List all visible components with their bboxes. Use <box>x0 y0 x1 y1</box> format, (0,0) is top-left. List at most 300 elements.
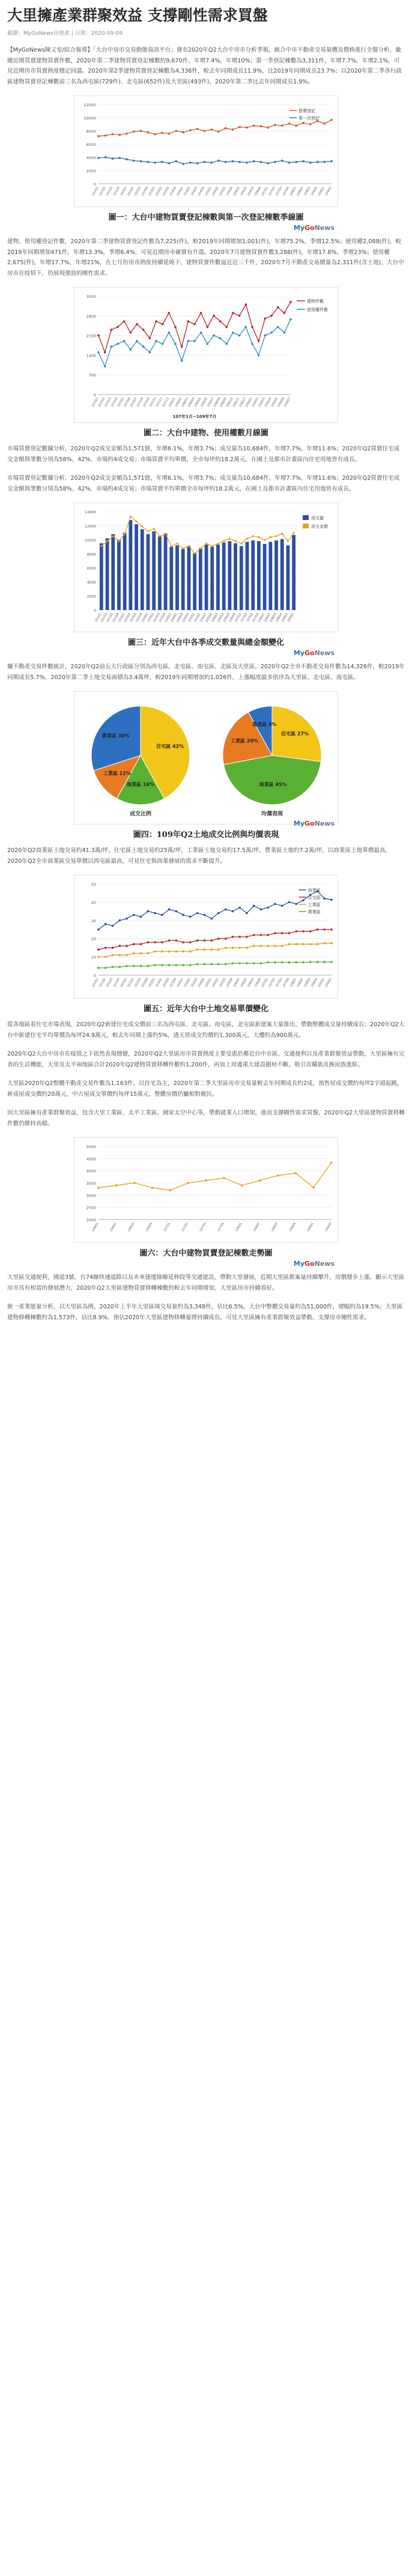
data-point <box>117 326 119 328</box>
x-tick-label: 103Q4 <box>169 186 178 197</box>
pie-slice-label: 住宅區 27% <box>280 731 309 737</box>
data-point <box>330 160 333 163</box>
x-tick-label: 108/11 <box>232 397 241 408</box>
data-point <box>288 901 291 904</box>
bar <box>216 545 220 610</box>
data-point <box>210 963 213 966</box>
x-tick-label: 102Q2 <box>123 612 132 623</box>
data-point <box>161 951 163 953</box>
figure-1-caption: 圖一：大台中建物買賣登記棟數與第一次登記棟數季線圖 <box>108 213 304 222</box>
paragraph: 大里區2020年Q2整體不動產交易件數為1,163件，以住宅為主，2020年第二季大里區房市交易量較去年同期成長約2成，預售屋成交價約每坪2字頭起跳，新成屋成交價約20萬元，中古屋成交單價約每坪15萬元，整體房價仍屬相對親民。 <box>7 1080 403 1098</box>
data-point <box>277 326 279 328</box>
data-point <box>251 326 253 328</box>
data-point <box>323 942 326 945</box>
data-point <box>199 548 201 549</box>
figure-2 <box>74 287 338 439</box>
y-tick-label: 2800 <box>86 313 96 319</box>
data-point <box>217 949 220 951</box>
x-tick-label: 108Q1 <box>234 1222 243 1233</box>
bar <box>181 549 185 610</box>
data-point <box>174 326 177 328</box>
data-point <box>287 540 289 542</box>
data-point <box>182 163 184 165</box>
x-tick-label: 108Q1 <box>257 612 266 623</box>
data-point <box>289 301 292 303</box>
data-point <box>317 961 319 963</box>
x-tick-label: 103Q2 <box>147 612 155 623</box>
data-point <box>210 162 213 164</box>
data-point <box>136 340 138 342</box>
data-point <box>245 326 247 328</box>
figure-2-caption: 圖二：大台中建物、使用權數月線圖 <box>143 429 268 438</box>
data-point <box>217 130 220 133</box>
x-tick-label: 108Q2 <box>296 186 304 197</box>
data-point <box>217 543 219 545</box>
data-point <box>223 540 225 542</box>
data-point <box>124 533 126 534</box>
paragraph: 2020年Q2大台中房市在疫情之下依然表現穩健，2020年Q2大里區房市買賣熱度主要受惠於鄰近台中市區、交通便利以及產業群聚效益帶動，大里區擁有完善的生活機能，大里及太平兩地區合計2020年Q2建物買賣移轉件數約1,200件，再加上周邊重大建設題材不斷，吸引首購族及換屋族進駐。 <box>7 1051 405 1068</box>
y-tick-label: 12000 <box>84 524 96 529</box>
data-point <box>267 127 269 129</box>
y-tick-label: 3500 <box>86 1181 96 1186</box>
data-point <box>147 161 150 163</box>
y-tick-label: 2000 <box>86 1218 96 1223</box>
data-point <box>309 961 312 963</box>
data-point <box>238 334 241 337</box>
data-point <box>140 130 142 132</box>
data-point <box>168 162 171 165</box>
x-tick-label: 104Q3 <box>190 978 199 988</box>
x-tick-label: 108/02 <box>174 397 183 408</box>
data-point <box>238 161 241 163</box>
data-point <box>126 954 128 957</box>
figure-5 <box>74 875 338 1015</box>
x-tick-label: 102Q4 <box>141 186 150 197</box>
data-point <box>267 934 269 936</box>
bar <box>135 524 138 610</box>
data-point <box>182 951 184 953</box>
data-point <box>182 941 184 943</box>
x-tick-label: 102Q1 <box>120 186 128 197</box>
data-point <box>149 337 151 339</box>
data-point <box>232 331 234 334</box>
data-point <box>182 548 184 549</box>
data-point <box>210 128 213 131</box>
data-point <box>302 160 304 163</box>
data-point <box>225 937 227 940</box>
data-point <box>270 536 271 538</box>
x-tick-label: 101Q4 <box>112 978 121 988</box>
data-point <box>133 952 135 955</box>
y-tick-label: 4000 <box>86 156 96 160</box>
data-point <box>225 947 227 949</box>
data-point <box>135 521 137 522</box>
x-tick-label: 102Q4 <box>141 978 150 988</box>
x-tick-label: 106Q3 <box>246 186 255 197</box>
pie-slice-label: 工業區 20% <box>230 738 258 744</box>
x-tick-label: 106Q3 <box>222 612 231 623</box>
x-tick-label: 103Q2 <box>155 186 163 197</box>
x-tick-label: 107/02 <box>97 397 106 408</box>
bar <box>205 545 208 610</box>
data-point <box>97 135 100 138</box>
x-tick-label: 103Q3 <box>162 978 171 988</box>
data-point <box>223 1177 225 1179</box>
data-point <box>295 1172 297 1175</box>
x-tick-label: 104Q4 <box>181 612 190 623</box>
data-point <box>141 525 143 527</box>
x-tick-label: 105Q1 <box>187 612 196 623</box>
data-point <box>283 331 286 334</box>
data-point <box>253 905 255 907</box>
x-tick-label: 107Q3 <box>274 186 283 197</box>
bar <box>246 542 249 610</box>
data-point <box>151 1187 154 1189</box>
y-tick-label: 5000 <box>86 1144 96 1149</box>
data-point <box>219 320 222 322</box>
x-tick-label: 102Q2 <box>126 186 135 197</box>
x-tick-label: 103Q2 <box>155 978 163 988</box>
data-point <box>323 928 326 931</box>
data-point <box>217 912 220 915</box>
data-point <box>155 320 157 322</box>
data-point <box>246 936 248 938</box>
data-point <box>277 306 279 309</box>
pie-slice <box>223 755 321 805</box>
x-tick-label: 106Q3 <box>246 978 255 988</box>
data-point <box>154 912 156 915</box>
bar <box>292 535 295 610</box>
data-point <box>147 965 150 967</box>
data-point <box>118 954 121 957</box>
bar <box>111 534 115 610</box>
paragraph: 市場買賣登記數據分析，2020年Q2成交金額為1,571億，年增6.1%，年增3.7%；成交量為10,684件，年增7.7%，年增11.6%；2020年Q2買賣住宅成交金額與筆數分別為58%、42%，市場約4成交易；市場買賣平均單價全市每坪約18.2萬元，在國土及都市計畫區內住宅用地皆有成長。 <box>7 475 400 492</box>
x-tick-label: 104Q4 <box>197 186 206 197</box>
y-tick-label: 10000 <box>84 538 96 543</box>
x-tick-label: 104Q2 <box>183 978 192 988</box>
data-point <box>293 532 295 534</box>
x-tick-label: 107/11 <box>155 397 164 408</box>
data-point <box>302 122 304 124</box>
x-tick-label: 108Q2 <box>263 612 272 623</box>
y-tick-label: 4000 <box>86 581 96 585</box>
bar <box>187 546 191 610</box>
x-tick-label: 107Q1 <box>261 978 269 988</box>
x-tick-label: 104Q4 <box>197 978 206 988</box>
data-point <box>295 161 297 163</box>
data-point <box>133 1182 136 1184</box>
data-point <box>288 961 291 964</box>
x-tick-label: 101Q2 <box>100 612 109 623</box>
x-tick-label: 105Q3 <box>218 978 227 988</box>
x-tick-label: 109Q1 <box>317 978 326 988</box>
data-point <box>232 160 234 163</box>
x-tick-label: 102Q3 <box>133 186 142 197</box>
data-point <box>154 133 156 136</box>
data-point <box>253 934 255 936</box>
data-point <box>126 159 128 161</box>
x-tick-label: 107/07 <box>129 397 138 408</box>
data-point <box>288 943 291 946</box>
data-point <box>155 340 157 342</box>
data-point <box>171 545 172 547</box>
data-point <box>133 130 135 133</box>
x-tick-label: 104Q1 <box>176 978 184 988</box>
pie-chart-ratio <box>80 698 201 818</box>
figure-4 <box>74 691 338 841</box>
chart-2 <box>74 288 339 420</box>
data-point <box>189 951 192 953</box>
data-point <box>200 331 202 334</box>
data-point <box>118 945 121 948</box>
bar <box>147 534 150 610</box>
x-tick-label: 103Q3 <box>153 612 161 623</box>
x-tick-label: 104Q1 <box>164 612 173 623</box>
data-point <box>204 949 206 951</box>
paragraph: 大里區交通便利，國道3號、台74線快速道路以及未來捷運綠線延伸段等交通建設，帶動大里發展，近期大里區推案量持續攀升，房價穩步上漲，顯示大里區房市具有相當的發展潛力，2020年Q2大里區建物買賣移轉棟數約較去年同期增加，大里區房市持續看好。 <box>7 1274 405 1292</box>
x-tick-label: 107Q3 <box>274 978 283 988</box>
data-point <box>106 540 108 542</box>
data-point <box>97 157 100 159</box>
x-tick-label: 106Q3 <box>127 1222 136 1233</box>
data-point <box>130 348 132 351</box>
mygonews-logo: MyGoNews <box>293 820 335 827</box>
x-tick-label: 106Q2 <box>109 1222 118 1233</box>
data-point <box>111 346 113 348</box>
data-point <box>225 909 227 911</box>
legend-label: 商業區 <box>307 888 321 893</box>
x-tick-label: 107Q1 <box>234 612 243 623</box>
data-point <box>136 323 138 325</box>
x-tick-label: 108/12 <box>238 397 247 408</box>
data-point <box>253 945 255 948</box>
data-point <box>168 909 171 911</box>
data-point <box>175 951 178 953</box>
mygonews-logo: MyGoNews <box>293 1260 335 1268</box>
data-point <box>133 943 135 946</box>
x-tick-label: 101Q3 <box>105 978 114 988</box>
figure-3 <box>74 503 338 657</box>
data-point <box>159 535 160 537</box>
data-point <box>267 162 269 165</box>
data-point <box>232 128 234 131</box>
x-tick-label: 109/01 <box>244 397 253 408</box>
data-point <box>111 328 113 331</box>
data-point <box>162 343 164 345</box>
x-tick-label: 102Q1 <box>117 612 126 623</box>
data-point <box>205 543 207 545</box>
x-tick-label: 106Q1 <box>91 1222 100 1233</box>
data-point <box>270 315 273 317</box>
data-point <box>210 918 213 920</box>
data-point <box>253 160 255 163</box>
bar <box>210 547 214 610</box>
y-tick-label: 1400 <box>86 353 96 358</box>
data-point <box>118 919 121 922</box>
x-tick-label: 108Q3 <box>269 612 277 623</box>
x-tick-label: 109/06 <box>277 397 286 408</box>
data-point <box>217 160 220 162</box>
x-tick-label: 108/09 <box>219 397 228 408</box>
data-point <box>205 1179 207 1182</box>
x-tick-label: 107Q4 <box>252 612 260 623</box>
data-point <box>118 157 121 159</box>
data-point <box>175 910 178 913</box>
data-point <box>200 312 202 314</box>
data-point <box>260 909 262 911</box>
y-tick-label: 2100 <box>86 333 96 339</box>
x-tick-label: 109Q1 <box>306 1222 315 1233</box>
y-tick-label: 8000 <box>86 552 96 557</box>
legend-label: 買賣登記 <box>298 109 316 113</box>
data-point <box>133 965 135 967</box>
x-tick-label: 102Q3 <box>133 978 142 988</box>
y-tick-label: 30 <box>91 918 96 924</box>
data-point <box>204 914 206 916</box>
x-tick-label: 106Q4 <box>253 978 262 988</box>
paragraph: 2020年Q2商業區土地交易約41.3萬/坪，住宅區土地交易約25萬/坪，工業區土地交易約17.5萬/坪，農業區土地約7.2萬/坪，以商業區土地單價最高，2020年Q2全市商業區交易單價以西屯區最高，可見住宅與商業發展的需求不斷提升。 <box>7 847 392 865</box>
x-tick-label: 107/06 <box>123 397 132 408</box>
bar <box>228 541 231 610</box>
x-tick-label: 107/04 <box>110 397 119 408</box>
bar <box>169 547 173 610</box>
data-point <box>112 966 114 969</box>
data-point <box>196 949 199 951</box>
data-point <box>260 962 262 964</box>
data-point <box>264 334 267 337</box>
data-point <box>147 941 150 943</box>
x-tick-label: 106Q1 <box>211 612 219 623</box>
x-tick-label: 105Q2 <box>211 186 220 197</box>
data-point <box>105 956 107 958</box>
data-point <box>225 127 227 130</box>
data-point <box>140 916 142 918</box>
bar <box>240 546 243 610</box>
data-point <box>181 360 183 362</box>
data-point <box>260 125 262 128</box>
data-point <box>181 346 183 348</box>
data-point <box>100 545 102 547</box>
data-point <box>323 898 326 900</box>
data-point <box>309 123 312 125</box>
bar <box>193 553 196 610</box>
data-point <box>147 131 150 133</box>
x-tick-label: 107Q1 <box>261 186 269 197</box>
x-tick-label: 105Q4 <box>205 612 213 623</box>
x-tick-label: 101Q1 <box>91 186 100 197</box>
y-tick-label: 3000 <box>86 1193 96 1199</box>
x-tick-label: 105Q4 <box>225 978 234 988</box>
x-tick-label: 101Q2 <box>98 978 107 988</box>
y-tick-label: 4500 <box>86 1156 96 1162</box>
pie-slice-label: 工業區 12% <box>103 770 131 776</box>
series-line <box>98 930 332 949</box>
x-tick-label: 106Q4 <box>145 1222 154 1233</box>
x-tick-label: 108Q4 <box>310 978 319 988</box>
x-tick-label: 107/01 <box>91 397 100 408</box>
data-point <box>225 963 227 966</box>
pie-title: 成交比例 <box>129 811 151 817</box>
x-tick-label: 101Q4 <box>112 612 120 623</box>
figure-5-caption: 圖五：近年大台中土地交易單價變化 <box>143 1005 268 1014</box>
series-line <box>98 943 332 957</box>
bar <box>117 540 121 610</box>
x-tick-label: 107Q1 <box>163 1222 172 1233</box>
data-point <box>196 128 199 130</box>
data-point <box>154 951 156 953</box>
data-point <box>175 939 178 942</box>
series-line <box>98 891 332 930</box>
x-tick-label: 108Q2 <box>252 1222 261 1233</box>
bar <box>286 545 290 610</box>
y-tick-label: 12000 <box>83 103 96 107</box>
x-tick-label: 104Q3 <box>190 186 199 197</box>
data-point <box>204 130 206 132</box>
x-tick-label: 101Q2 <box>98 186 107 197</box>
y-tick-label: 0 <box>93 393 96 398</box>
x-tick-label: 107/09 <box>142 397 151 408</box>
x-tick-label: 107Q2 <box>268 978 276 988</box>
x-tick-label: 108Q4 <box>288 1222 297 1233</box>
data-point <box>165 533 166 534</box>
data-point <box>168 951 171 953</box>
bar <box>164 533 168 610</box>
x-tick-label: 108Q1 <box>289 978 297 988</box>
x-tick-label: 102Q1 <box>120 978 128 988</box>
data-point <box>232 936 234 938</box>
data-point <box>241 1184 243 1187</box>
data-point <box>140 965 142 967</box>
x-tick-label: 101Q3 <box>106 612 114 623</box>
data-point <box>281 932 283 934</box>
data-point <box>260 945 262 948</box>
data-point <box>196 963 199 966</box>
data-point <box>204 161 206 163</box>
data-point <box>274 932 276 934</box>
data-point <box>196 912 199 915</box>
pie-slice-label: 農業區 30% <box>101 733 130 739</box>
data-point <box>97 351 100 354</box>
data-point <box>238 907 241 909</box>
bar <box>152 531 156 610</box>
data-point <box>105 947 107 949</box>
data-point <box>196 939 199 942</box>
x-tick-label: 108Q3 <box>303 186 312 197</box>
legend-label: 第一次登記 <box>298 116 320 121</box>
data-point <box>330 942 333 945</box>
x-tick-label: 102Q3 <box>129 612 138 623</box>
data-point <box>232 962 234 964</box>
bar <box>234 543 237 610</box>
bar <box>106 539 109 610</box>
data-point <box>97 1187 100 1189</box>
data-point <box>225 161 227 163</box>
data-point <box>302 961 304 964</box>
y-tick-label: 2500 <box>86 1205 96 1211</box>
data-point <box>274 161 276 163</box>
x-tick-label: 107Q4 <box>217 1222 225 1233</box>
y-tick-label: 0 <box>93 973 96 978</box>
y-tick-label: 2000 <box>86 169 96 174</box>
data-point <box>97 956 100 958</box>
data-point <box>142 346 145 348</box>
y-tick-label: 0 <box>93 182 96 187</box>
x-tick-label: 108Q1 <box>289 186 297 197</box>
x-tick-label: 109Q2 <box>324 1222 333 1233</box>
data-point <box>118 966 121 969</box>
data-point <box>295 124 297 127</box>
bar <box>263 544 267 610</box>
